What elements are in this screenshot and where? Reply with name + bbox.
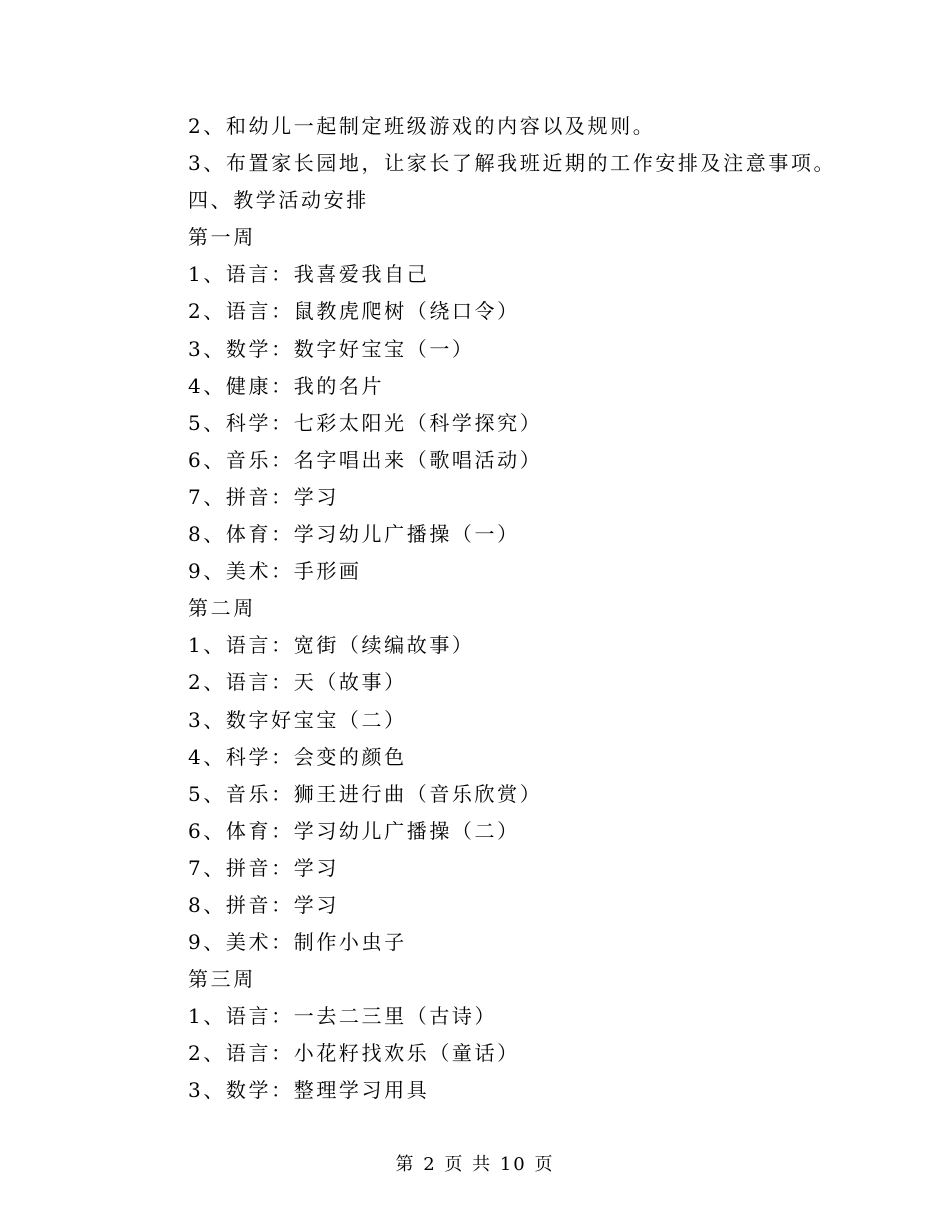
text-line: 2、和幼儿一起制定班级游戏的内容以及规则。 — [188, 114, 656, 138]
list-item: 2、语言：小花籽找欢乐（童话） — [188, 1041, 520, 1066]
section-heading: 四、教学活动安排 — [188, 188, 369, 213]
list-item: 8、体育：学习幼儿广播操（一） — [188, 522, 520, 547]
page-footer: 第 2 页 共 10 页 — [395, 1154, 555, 1175]
week-heading: 第三周 — [188, 967, 256, 992]
list-item: 8、拼音：学习 — [188, 892, 339, 917]
list-item: 1、语言：一去二三里（古诗） — [188, 1004, 498, 1029]
list-item: 2、语言：天（故事） — [188, 670, 407, 695]
list-item: 7、拼音：学习 — [188, 484, 339, 509]
list-item: 9、美术：制作小虫子 — [188, 930, 407, 955]
list-item: 5、音乐：狮王进行曲（音乐欣赏） — [188, 781, 543, 806]
list-item: 1、语言：我喜爱我自己 — [188, 262, 430, 287]
list-item: 4、健康：我的名片 — [188, 373, 385, 398]
week-heading: 第二周 — [188, 596, 256, 621]
list-item: 6、体育：学习幼儿广播操（二） — [188, 818, 520, 843]
week-heading: 第一周 — [188, 225, 256, 250]
list-item: 3、数学：数字好宝宝（一） — [188, 336, 475, 361]
list-item: 9、美术：手形画 — [188, 559, 362, 584]
list-item: 3、数字好宝宝（二） — [188, 707, 407, 732]
list-item: 5、科学：七彩太阳光（科学探究） — [188, 410, 543, 435]
list-item: 1、语言：宽街（续编故事） — [188, 633, 475, 658]
text-line: 3、布置家长园地，让家长了解我班近期的工作安排及注意事项。 — [188, 151, 837, 176]
list-item: 7、拼音：学习 — [188, 855, 339, 880]
list-item: 3、数学：整理学习用具 — [188, 1078, 430, 1103]
list-item: 2、语言：鼠教虎爬树（绕口令） — [188, 299, 520, 324]
list-item: 4、科学：会变的颜色 — [188, 744, 407, 769]
list-item: 6、音乐：名字唱出来（歌唱活动） — [188, 447, 543, 472]
document-body — [188, 108, 868, 1110]
